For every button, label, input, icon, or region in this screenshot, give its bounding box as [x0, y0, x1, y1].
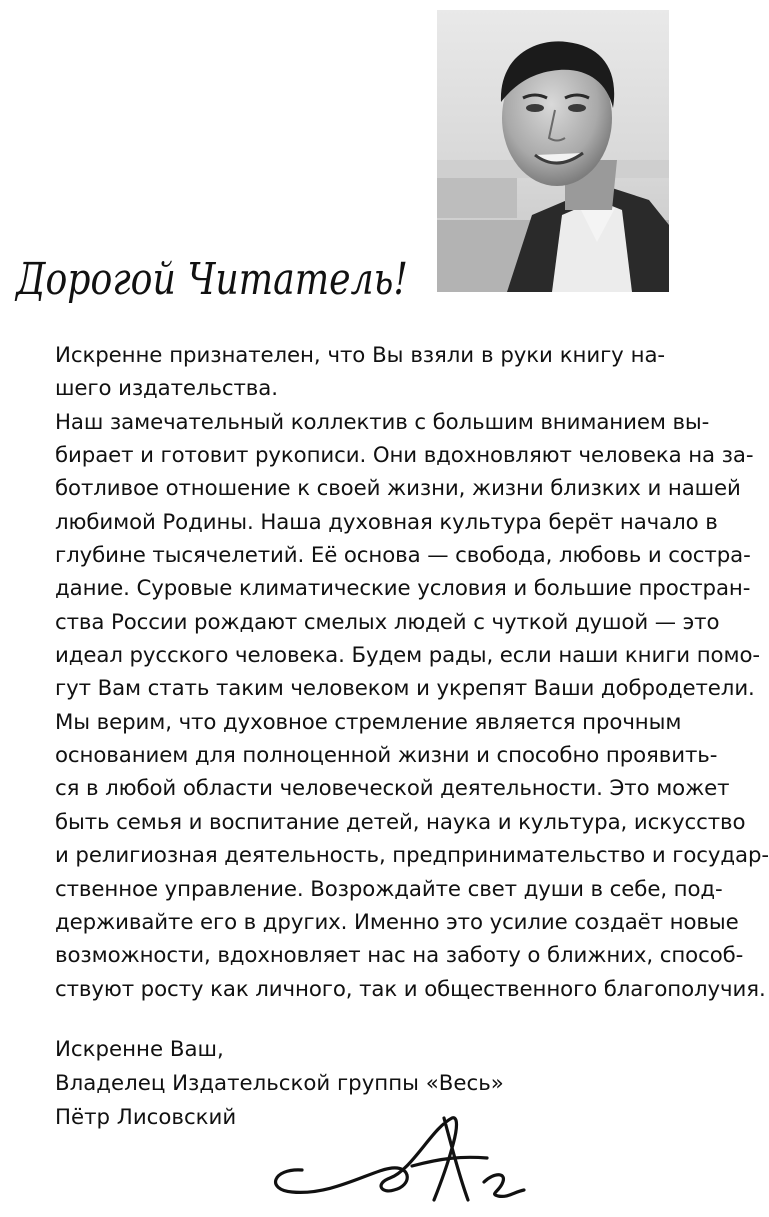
text-line: гут Вам стать таким человеком и укрепят Ваши добродетели.: [55, 676, 755, 702]
greeting-svg: [12, 228, 432, 320]
text-line: любимой Родины. Наша духовная культура берёт начало в: [55, 509, 718, 535]
paragraph-3: [27, 706, 769, 1006]
closing-title: Владелец Издательской группы «Весь»: [55, 1071, 504, 1096]
text-line: держивайте его в других. Именно это усилие создаёт новые: [55, 909, 739, 935]
text-line: Мы верим, что духовное стремление является прочным: [55, 709, 682, 735]
author-photo-image: [437, 10, 669, 292]
text-line: бирает и готовит рукописи. Они вдохновляют человека на за-: [55, 443, 754, 469]
closing-author-name: Пётр Лисовский: [55, 1105, 237, 1130]
text-line: шего издательства.: [55, 376, 278, 402]
author-photo: [437, 10, 669, 292]
text-line: глубине тысячелетий. Её основа — свобода, любовь и состра-: [55, 543, 751, 569]
text-line: дание. Суровые климатические условия и большие простран-: [55, 576, 751, 602]
text-line: ся в любой области человеческой деятельности. Это может: [55, 776, 730, 802]
text-line: и религиозная деятельность, предпринимательство и государ-: [55, 843, 769, 869]
text-line: идеал русского человека. Будем рады, если наши книги помо-: [55, 643, 760, 669]
text-line: возможности, вдохновляет нас на заботу о ближних, способ-: [55, 943, 744, 969]
signature-svg: [262, 1108, 562, 1208]
text-line: основанием для полноценной жизни и способно проявить-: [55, 743, 718, 769]
closing-salutation: Искренне Ваш,: [55, 1037, 224, 1062]
text-line: Наш замечательный коллектив с большим вниманием вы-: [55, 409, 710, 435]
paragraph-2: [27, 406, 760, 706]
text-line: Искренне признателен, что Вы взяли в руки книгу на-: [55, 343, 665, 368]
text-line: быть семья и воспитание детей, наука и культура, искусство: [55, 809, 746, 835]
handwritten-signature: [262, 1108, 562, 1208]
greeting-text: Дорогой Читатель!: [14, 254, 408, 305]
text-line: ства России рождают смелых людей с чуткой душой — это: [55, 609, 720, 635]
paragraph-1: [27, 339, 665, 406]
text-line: ственное управление. Возрождайте свет души в себе, под-: [55, 876, 723, 902]
letter-body: [27, 339, 769, 1006]
greeting-handwriting: [12, 228, 432, 320]
text-line: ботливое отношение к своей жизни, жизни близких и нашей: [55, 476, 741, 502]
text-line: ствуют росту как личного, так и общественного благополучия.: [55, 976, 766, 1002]
